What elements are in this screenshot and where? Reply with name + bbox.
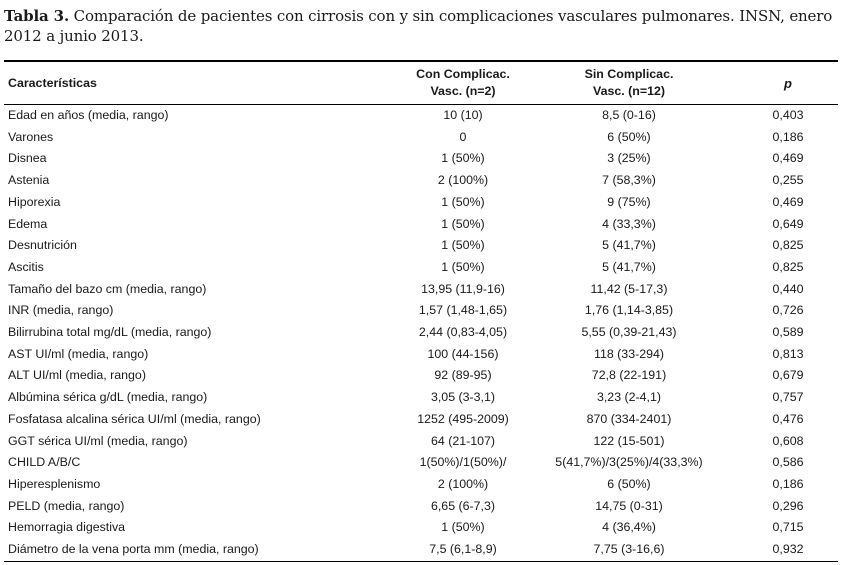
cell-without-complications: 9 (75%): [607, 194, 651, 209]
header-without-complications: [520, 61, 738, 105]
table-row: [4, 409, 838, 431]
cell-characteristic: Fosfatasa alcalina sérica UI/ml (media, rango): [8, 411, 261, 426]
header-row: [4, 61, 838, 105]
cell-with-complications: 13,95 (11,9-16): [421, 281, 505, 296]
cell-with-complications: 0: [459, 129, 467, 144]
table-row: [4, 431, 838, 453]
caption-lead: Tabla 3.: [4, 7, 70, 25]
cell-with-complications: 1 (50%): [441, 194, 485, 209]
cell-characteristic: PELD (media, rango): [8, 498, 125, 513]
cell-characteristic: Edad en años (media, rango): [8, 108, 169, 122]
table-row: [4, 496, 838, 518]
cell-characteristic: Diámetro de la vena porta mm (media, rango): [8, 542, 259, 557]
cell-p-value: 0,715: [772, 520, 804, 535]
cell-p-value: 0,586: [772, 455, 804, 470]
cell-characteristic: Astenia: [8, 173, 50, 188]
cell-characteristic: GGT sérica UI/ml (media, rango): [8, 433, 188, 448]
cell-with-complications: 10 (10): [443, 108, 483, 122]
cell-without-complications: 7 (58,3%): [602, 173, 656, 188]
cell-p-value: 0,608: [772, 433, 804, 448]
cell-without-complications: 72,8 (22-191): [591, 368, 667, 383]
table-row: [4, 235, 838, 257]
header-p-value: p: [784, 75, 792, 91]
cell-with-complications: 7,5 (6,1-8,9): [429, 542, 497, 557]
cell-p-value: 0,469: [772, 194, 804, 209]
cell-characteristic: ALT UI/ml (media, rango): [8, 368, 146, 383]
cell-p-value: 0,255: [772, 173, 804, 188]
cell-with-complications: 2 (100%): [437, 476, 489, 491]
cell-p-value: 0,825: [772, 259, 804, 274]
cell-with-complications: 1 (50%): [441, 520, 485, 535]
cell-characteristic: Hiperesplenismo: [8, 476, 101, 491]
table-row: [4, 344, 838, 366]
cell-characteristic: Tamaño del bazo cm (media, rango): [8, 281, 207, 296]
cell-without-complications: 8,5 (0-16): [602, 108, 656, 122]
cell-p-value: 0,476: [772, 411, 804, 426]
cell-without-complications: 5 (41,7%): [602, 259, 656, 274]
cell-with-complications: 1252 (495-2009): [417, 411, 509, 426]
table-row: [4, 322, 838, 344]
cell-without-complications: 7,75 (3-16,6): [593, 542, 665, 557]
table-header: [4, 61, 838, 105]
cell-without-complications: 3,23 (2-4,1): [596, 390, 662, 405]
caption-text: Comparación de pacientes con cirrosis con y sin complicaciones vasculares pulmonares. INSN, enero 2012 a junio 2013.: [4, 7, 833, 45]
cell-p-value: 0,825: [772, 238, 804, 253]
cell-p-value: 0,469: [772, 151, 804, 166]
header-with-line1: Con Complicac.: [416, 67, 510, 81]
table-row: [4, 539, 838, 561]
cell-characteristic: CHILD A/B/C: [8, 455, 81, 470]
cell-p-value: 0,403: [772, 108, 804, 122]
cell-without-complications: 870 (334-2401): [586, 411, 672, 426]
cell-without-complications: 3 (25%): [607, 151, 651, 166]
cell-p-value: 0,440: [772, 281, 804, 296]
cell-without-complications: 1,76 (1,14-3,85): [584, 303, 674, 318]
cell-characteristic: Varones: [8, 129, 54, 144]
cell-with-complications: 100 (44-156): [427, 346, 499, 361]
cell-p-value: 0,589: [772, 325, 804, 340]
cell-with-complications: 1(50%)/1(50%)/: [419, 455, 507, 470]
table-row: [4, 170, 838, 192]
table-row: [4, 127, 838, 149]
cell-with-complications: 3,05 (3-3,1): [430, 390, 496, 405]
cell-without-complications: 4 (36,4%): [602, 520, 656, 535]
header-with-line2: Vasc. (n=2): [430, 84, 496, 98]
table-row: [4, 300, 838, 322]
table-row: [4, 257, 838, 279]
cell-p-value: 0,296: [772, 498, 804, 513]
cell-without-complications: 5 (41,7%): [602, 238, 656, 253]
cell-with-complications: 1 (50%): [441, 259, 485, 274]
cell-p-value: 0,932: [772, 542, 804, 557]
table-body: [4, 105, 838, 562]
table-row: [4, 365, 838, 387]
cell-with-complications: 92 (89-95): [434, 368, 492, 383]
cell-p-value: 0,757: [772, 390, 804, 405]
cell-characteristic: Hemorragia digestiva: [8, 520, 126, 535]
comparison-table: [4, 60, 838, 562]
cell-with-complications: 1 (50%): [441, 216, 485, 231]
cell-with-complications: 6,65 (6-7,3): [430, 498, 496, 513]
cell-characteristic: Hiporexia: [8, 194, 61, 209]
table-row: [4, 474, 838, 496]
cell-p-value: 0,726: [772, 303, 804, 318]
cell-p-value: 0,186: [772, 476, 804, 491]
table-row: [4, 387, 838, 409]
cell-p-value: 0,186: [772, 129, 804, 144]
table-row: [4, 517, 838, 539]
cell-with-complications: 64 (21-107): [430, 433, 496, 448]
cell-characteristic: INR (media, rango): [8, 303, 114, 318]
cell-p-value: 0,649: [772, 216, 804, 231]
cell-characteristic: Disnea: [8, 151, 47, 166]
table-row: [4, 105, 838, 127]
cell-with-complications: 2,44 (0,83-4,05): [418, 325, 508, 340]
cell-without-complications: 4 (33,3%): [602, 216, 656, 231]
cell-without-complications: 11,42 (5-17,3): [590, 281, 668, 296]
cell-with-complications: 1 (50%): [441, 238, 485, 253]
cell-without-complications: 5,55 (0,39-21,43): [581, 325, 677, 340]
cell-without-complications: 14,75 (0-31): [595, 498, 663, 513]
cell-without-complications: 122 (15-501): [593, 433, 665, 448]
header-with-complications: [406, 61, 520, 105]
table-row: [4, 452, 838, 474]
cell-without-complications: 118 (33-294): [593, 346, 665, 361]
header-without-line2: Vasc. (n=12): [593, 84, 665, 98]
table-caption: [4, 6, 838, 46]
table-row: [4, 148, 838, 170]
cell-characteristic: Albúmina sérica g/dL (media, rango): [8, 390, 208, 405]
table-row: [4, 192, 838, 214]
header-without-line1: Sin Complicac.: [584, 67, 674, 81]
cell-with-complications: 2 (100%): [437, 173, 489, 188]
cell-characteristic: Bilirrubina total mg/dL (media, rango): [8, 325, 212, 340]
cell-p-value: 0,679: [772, 368, 804, 383]
header-characteristics: Características: [8, 75, 97, 90]
cell-without-complications: 5(41,7%)/3(25%)/4(33,3%): [555, 455, 703, 470]
cell-characteristic: Desnutrición: [8, 238, 77, 253]
cell-without-complications: 6 (50%): [607, 476, 651, 491]
table-row: [4, 279, 838, 301]
cell-characteristic: Ascitis: [8, 259, 44, 274]
cell-without-complications: 6 (50%): [607, 129, 651, 144]
cell-p-value: 0,813: [772, 346, 804, 361]
cell-characteristic: AST UI/ml (media, rango): [8, 346, 149, 361]
table-row: [4, 214, 838, 236]
cell-with-complications: 1,57 (1,48-1,65): [418, 303, 508, 318]
cell-characteristic: Edema: [8, 216, 48, 231]
cell-with-complications: 1 (50%): [441, 151, 485, 166]
